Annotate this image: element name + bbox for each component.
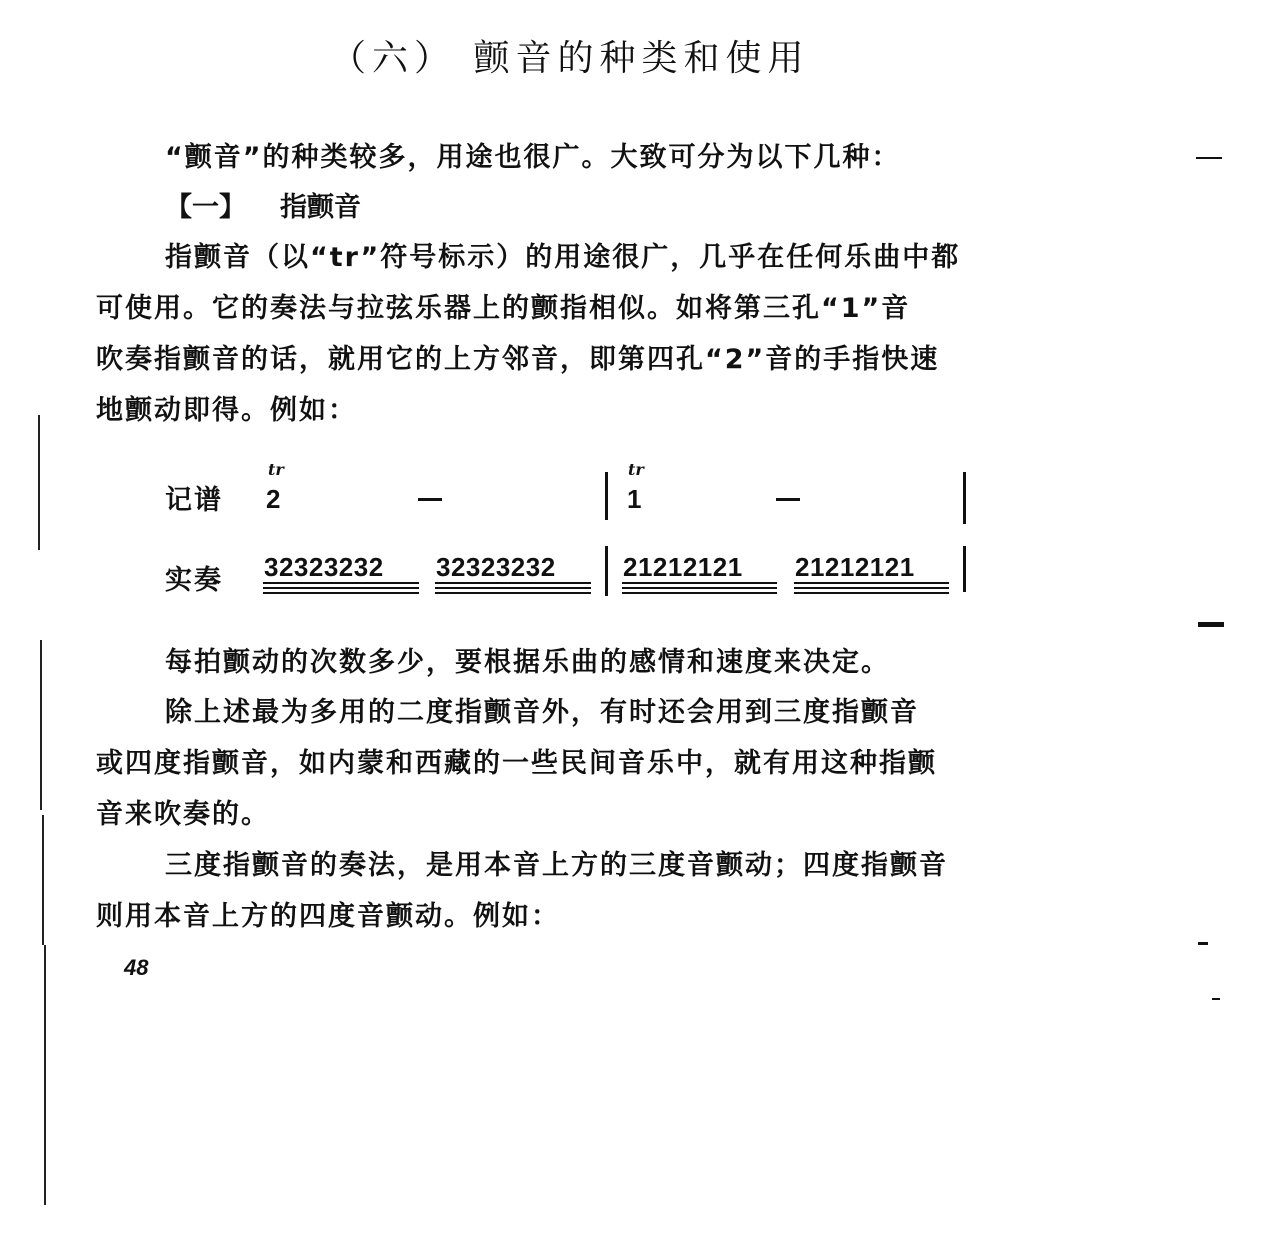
barline: [605, 546, 608, 596]
section-title: 指颤音: [280, 192, 361, 223]
trill-figure: 21212121: [795, 552, 915, 582]
notation-note: 1: [627, 484, 642, 514]
beam-line: [263, 592, 419, 594]
scan-mark: [1198, 622, 1224, 627]
paragraph-line: 地颤动即得。例如：: [96, 395, 357, 426]
beam-line: [263, 587, 419, 589]
paragraph-line: 每拍颤动的次数多少，要根据乐曲的感情和速度来决定。: [165, 647, 890, 678]
trill-mark: tr: [268, 460, 284, 479]
notation-row-label: 记谱: [165, 485, 223, 516]
scan-edge-line: [40, 640, 42, 810]
scan-edge-line: [44, 945, 46, 1205]
section-number: 【一】: [165, 192, 246, 223]
paragraph-line: 可使用。它的奏法与拉弦乐器上的颤指相似。如将第三孔“1”音: [96, 293, 911, 324]
trill-figure: 21212121: [623, 552, 743, 582]
trill-mark: tr: [628, 460, 644, 479]
trill-figure: 32323232: [264, 552, 384, 582]
page-number: 48: [124, 955, 149, 980]
beam-line: [622, 587, 777, 589]
sustain-dash: [776, 498, 800, 501]
scan-edge-line: [42, 815, 44, 945]
paragraph-line: 三度指颤音的奏法，是用本音上方的三度音颤动；四度指颤音: [165, 850, 948, 881]
intro-paragraph: “颤音”的种类较多，用途也很广。大致可分为以下几种：: [165, 142, 901, 173]
paragraph-line: 则用本音上方的四度音颤动。例如：: [96, 901, 560, 932]
beam-line: [435, 582, 591, 584]
page-title: （六） 颤音的种类和使用: [330, 38, 810, 79]
barline: [963, 472, 966, 524]
beam-line: [794, 587, 949, 589]
paragraph-line: 指颤音（以“tr”符号标示）的用途很广，几乎在任何乐曲中都: [165, 242, 961, 273]
beam-line: [263, 582, 419, 584]
section-heading: [165, 185, 361, 224]
scan-edge-line: [38, 415, 40, 550]
beam-line: [435, 587, 591, 589]
scan-mark: [1212, 998, 1220, 1000]
paragraph-line: 或四度指颤音，如内蒙和西藏的一些民间音乐中，就有用这种指颤: [96, 748, 937, 779]
scan-mark: [1196, 157, 1222, 159]
trill-figure: 32323232: [436, 552, 556, 582]
paragraph-line: 音来吹奏的。: [96, 799, 270, 830]
notation-row-label: 实奏: [165, 565, 223, 596]
notation-note: 2: [266, 484, 281, 514]
beam-line: [435, 592, 591, 594]
sustain-dash: [418, 498, 442, 501]
scan-mark: [1198, 942, 1208, 945]
beam-line: [794, 582, 949, 584]
beam-line: [794, 592, 949, 594]
barline: [963, 546, 966, 592]
beam-line: [622, 592, 777, 594]
beam-line: [622, 582, 777, 584]
paragraph-line: 吹奏指颤音的话，就用它的上方邻音，即第四孔“2”音的手指快速: [96, 344, 940, 375]
barline: [605, 472, 608, 520]
paragraph-line: 除上述最为多用的二度指颤音外，有时还会用到三度指颤音: [165, 697, 919, 728]
